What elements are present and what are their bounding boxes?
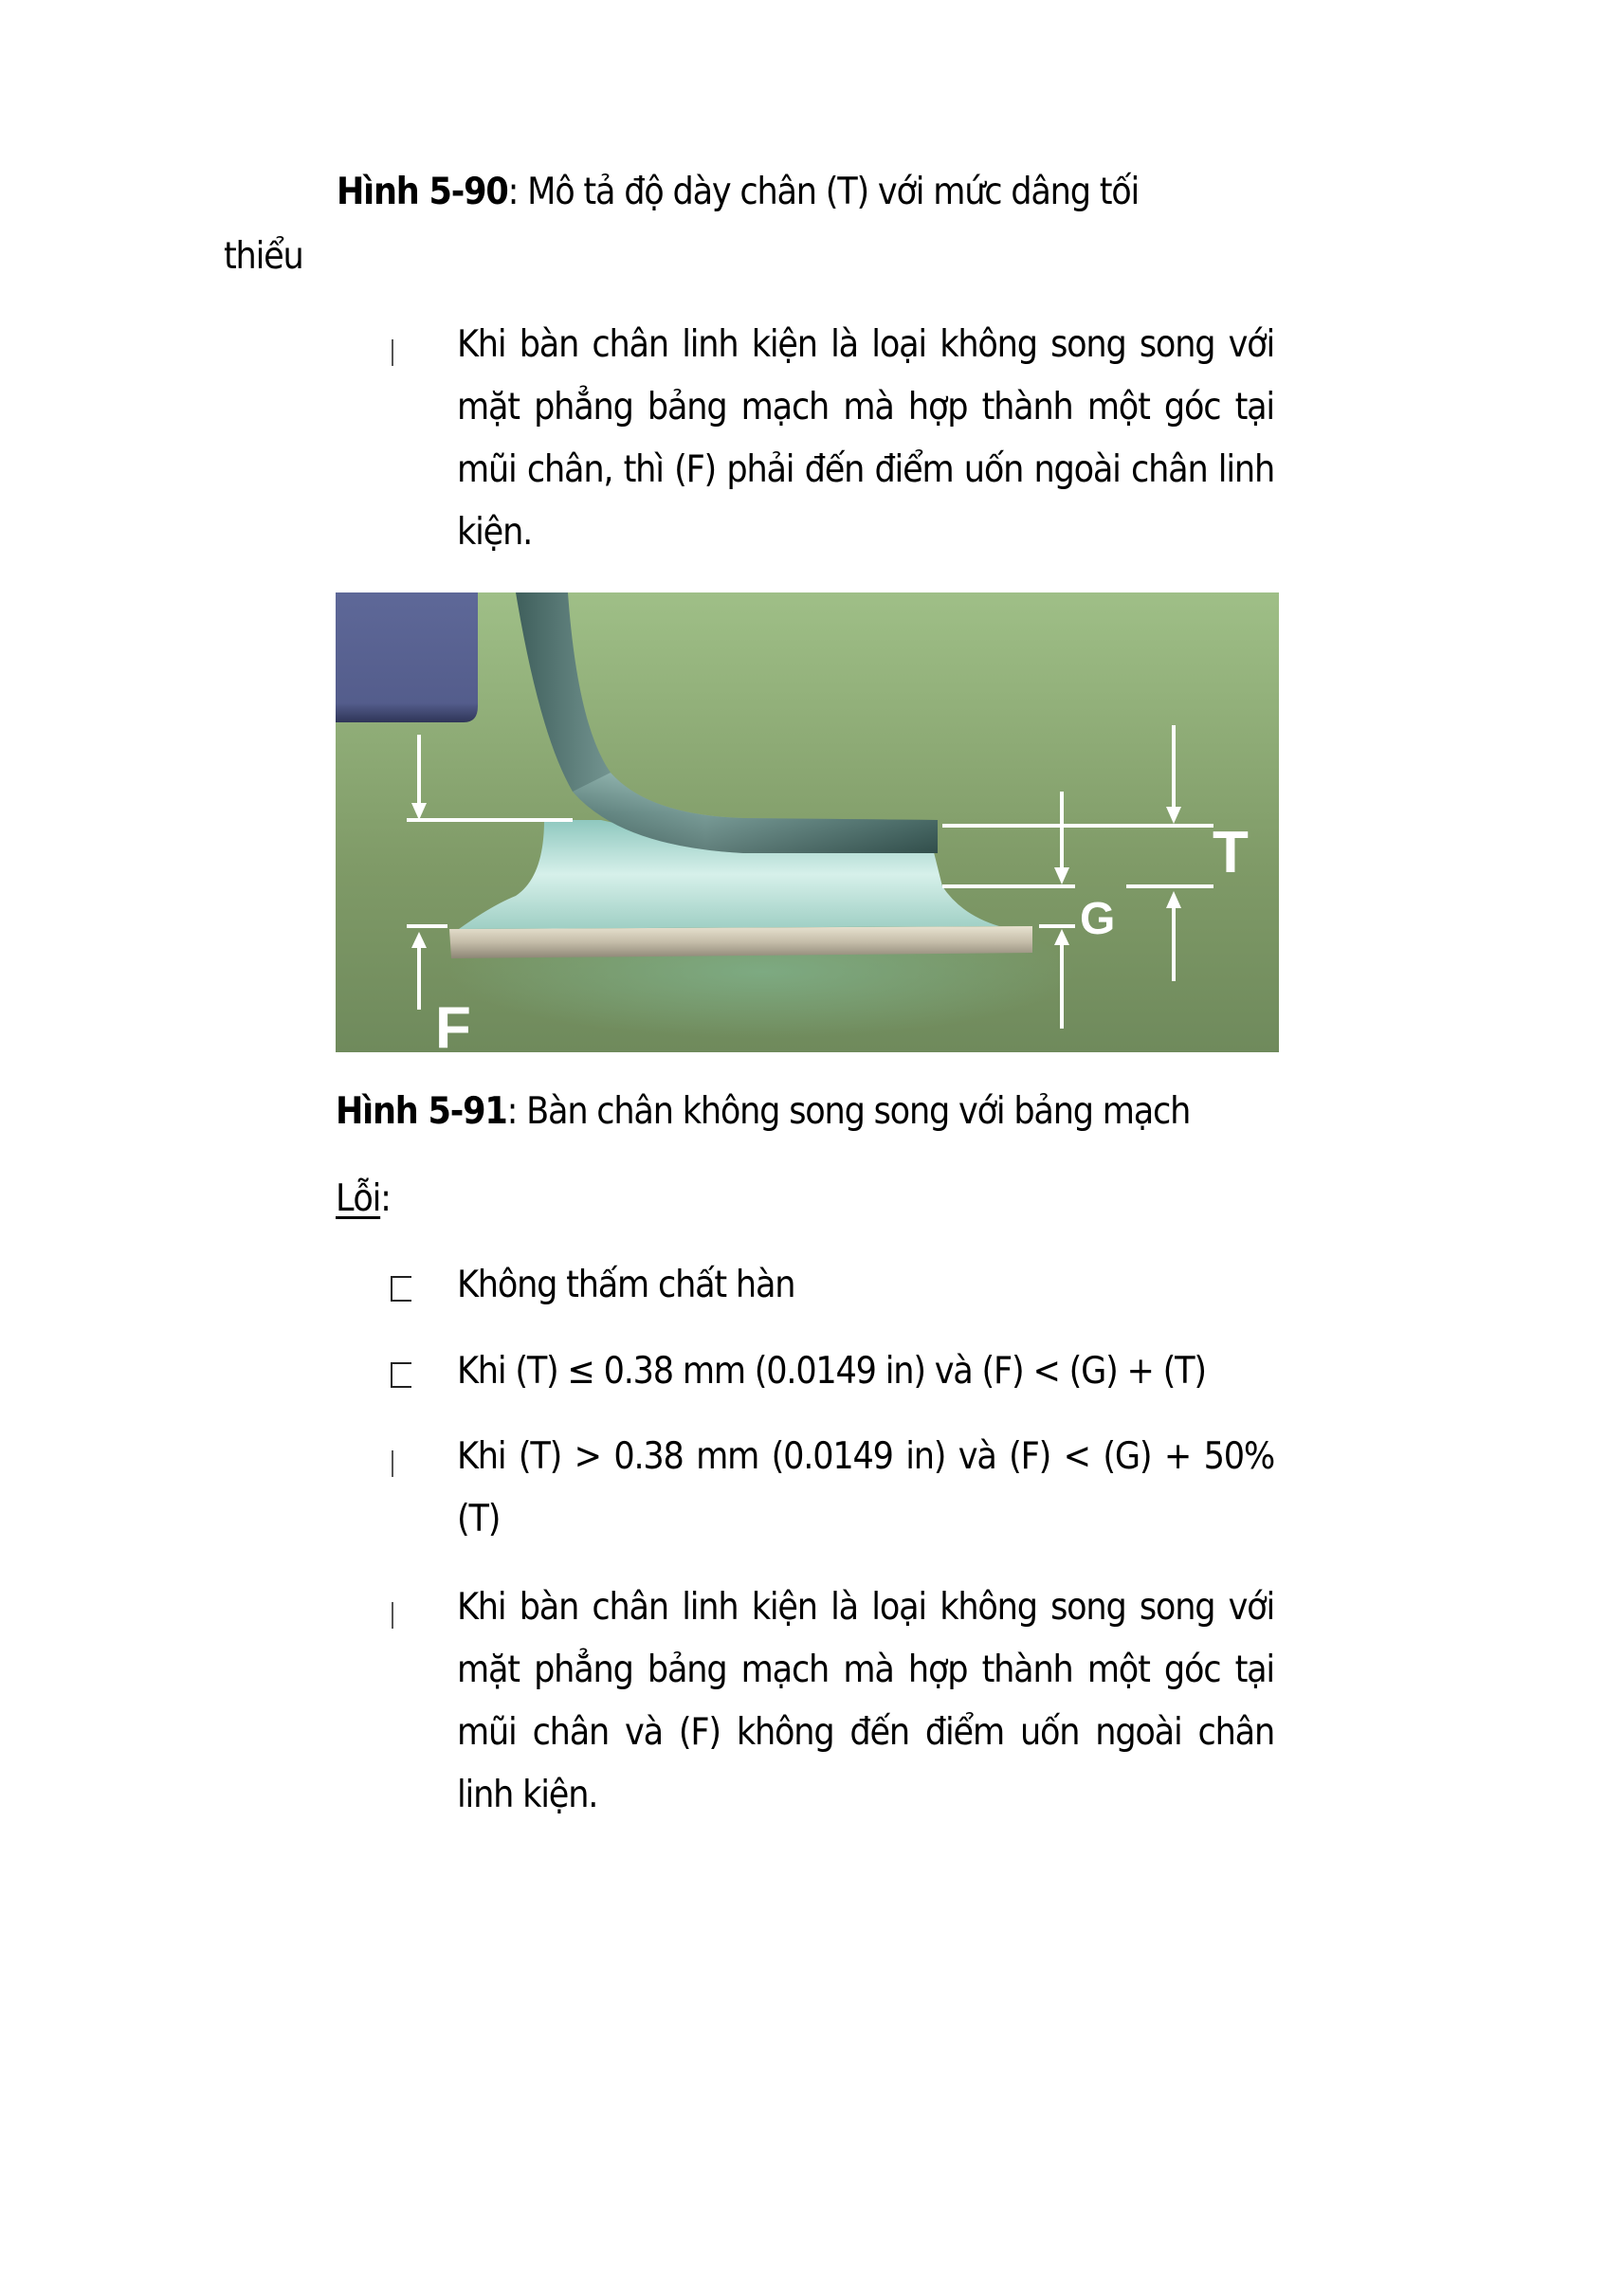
acceptable-line-3: mũi chân, thì (F) phải đến điểm uốn ngoài chân linh xyxy=(457,448,1274,491)
label-T: T xyxy=(1213,820,1249,885)
label-F: F xyxy=(435,995,471,1052)
caption-text: : Bàn chân không song song với bảng mạch xyxy=(506,1090,1191,1133)
defect-item-4-line-3: mũi chân và (F) không đến điểm uốn ngoài chân xyxy=(457,1711,1274,1754)
bullet-marker xyxy=(392,1450,393,1477)
caption-continuation: thiểu xyxy=(224,235,303,278)
defect-item-4-line-1: Khi bàn chân linh kiện là loại không song song với xyxy=(457,1586,1274,1629)
defect-item-4-line-2: mặt phẳng bảng mạch mà hợp thành một góc tại xyxy=(457,1649,1274,1691)
defects-heading-colon: : xyxy=(380,1177,391,1220)
acceptable-line-2: mặt phẳng bảng mạch mà hợp thành một góc tại xyxy=(457,386,1274,428)
figure-caption-5-91 xyxy=(336,1090,1190,1133)
solder-pad xyxy=(449,926,1032,958)
component-body xyxy=(336,592,478,722)
defect-item-3-line-1: Khi (T) > 0.38 mm (0.0149 in) và (F) < (G) + 50% xyxy=(457,1435,1274,1478)
caption-label: Hình 5-90 xyxy=(337,171,508,213)
bullet-marker xyxy=(392,339,393,366)
caption-label: Hình 5-91 xyxy=(336,1090,507,1133)
defect-item-3-line-2: (T) xyxy=(457,1498,501,1540)
defects-heading xyxy=(336,1177,391,1220)
bullet-marker xyxy=(391,1276,411,1302)
bullet-marker xyxy=(391,1362,411,1388)
bullet-marker xyxy=(392,1602,393,1629)
defects-heading-label: Lỗi xyxy=(336,1177,381,1220)
figure-5-91-illustration xyxy=(336,592,1279,1052)
acceptable-line-4: kiện. xyxy=(457,511,533,554)
label-G: G xyxy=(1080,894,1116,944)
defect-item-2: Khi (T) ≤ 0.38 mm (0.0149 in) và (F) < (G) + (T) xyxy=(457,1350,1206,1393)
acceptable-line-1: Khi bàn chân linh kiện là loại không song song với xyxy=(457,323,1274,366)
caption-text: : Mô tả độ dày chân (T) với mức dâng tối xyxy=(507,171,1140,213)
defect-item-1: Không thấm chất hàn xyxy=(457,1264,795,1306)
figure-caption-5-90 xyxy=(337,171,1275,213)
defect-item-4-line-4: linh kiện. xyxy=(457,1774,598,1816)
